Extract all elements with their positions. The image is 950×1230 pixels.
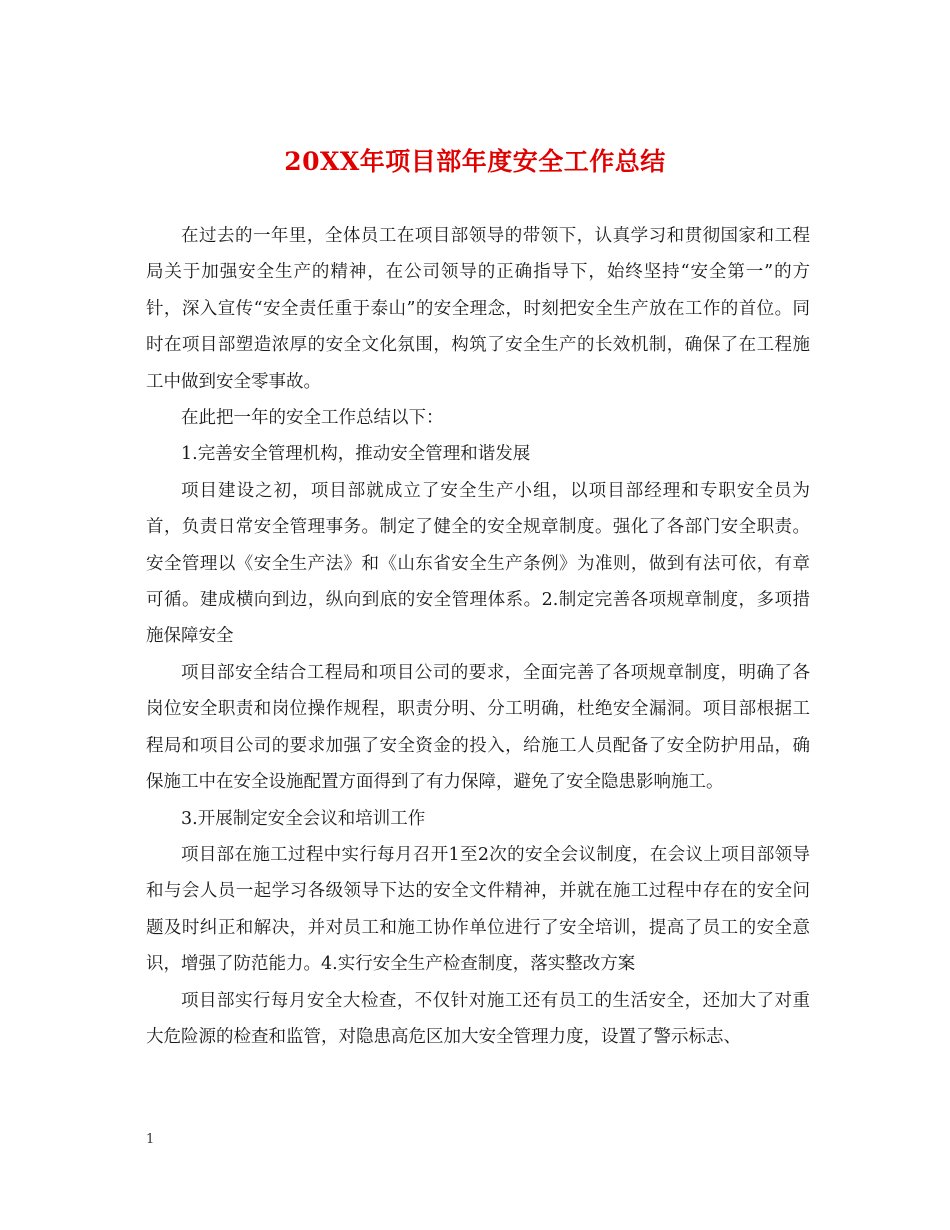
document-title: 20XX年项目部年度安全工作总结	[284, 147, 666, 176]
page-number: 1	[146, 1132, 155, 1147]
paragraph-section-1: 项目建设之初，项目部就成立了安全生产小组，以项目部经理和专职安全员为首，负责日常安全管理事务。制定了健全的安全规章制度。强化了各部门安全职责。安全管理以《安全生产法》和《山东省安全生产条例》为准则，做到有法可依，有章可循。建成横向到边，纵向到底的安全管理体系。2.制定完善各项规章制度，多项措施保障安全	[146, 480, 810, 647]
paragraph-section-3: 项目部在施工过程中实行每月召开1至2次的安全会议制度，在会议上项目部领导和与会人员一起学习各级领导下达的安全文件精神，并就在施工过程中存在的安全问题及时纠正和解决，并对员工和施工协作单位进行了安全培训，提高了员工的安全意识，增强了防范能力。4.实行安全生产检查制度，落实整改方案	[146, 844, 810, 975]
section-heading-3: 3.开展制定安全会议和培训工作	[181, 808, 426, 829]
paragraph-intro: 在过去的一年里，全体员工在项目部领导的带领下，认真学习和贯彻国家和工程局关于加强安全生产的精神，在公司领导的正确指导下，始终坚持“安全第一”的方针，深入宣传“安全责任重于泰山”的安全理念，时刻把安全生产放在工作的首位。同时在项目部塑造浓厚的安全文化氛围，构筑了安全生产的长效机制，确保了在工程施工中做到安全零事故。	[146, 226, 810, 392]
paragraph-section-4: 项目部实行每月安全大检查，不仅针对施工还有员工的生活安全，还加大了对重大危险源的检查和监管，对隐患高危区加大安全管理力度，设置了警示标志、	[146, 990, 810, 1047]
section-heading-1: 1.完善安全管理机构，推动安全管理和谐发展	[181, 444, 531, 465]
paragraph-section-2: 项目部安全结合工程局和项目公司的要求，全面完善了各项规章制度，明确了各岗位安全职责和岗位操作规程，职责分明、分工明确，杜绝安全漏洞。项目部根据工程局和项目公司的要求加强了安全资金的投入，给施工人员配备了安全防护用品，确保施工中在安全设施配置方面得到了有力保障，避免了安全隐患影响施工。	[146, 662, 810, 793]
paragraph-summary-lead: 在此把一年的安全工作总结以下：	[181, 408, 444, 429]
document-body	[146, 218, 810, 1055]
